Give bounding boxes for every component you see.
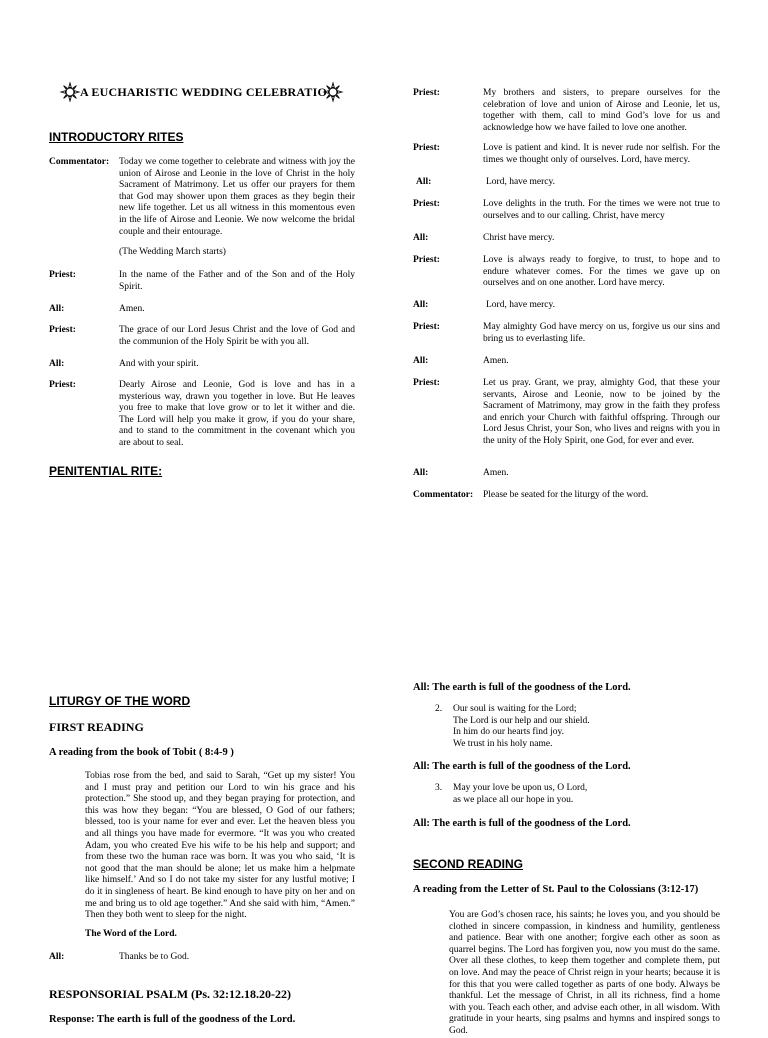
dialog-text: Love is patient and kind. It is never rude nor selfish. For the times we thought only of ourselves. Lord, have mercy. (483, 143, 720, 165)
speaker-label: Priest: (413, 143, 440, 153)
dialog-text: May almighty God have mercy on us, forgive us our sins and bring us to everlasting life. (483, 322, 720, 344)
speaker-label: Priest: (49, 270, 76, 280)
sun-ornament-icon (60, 82, 80, 102)
verse-line: Our soul is waiting for the Lord; (453, 704, 577, 714)
verse-number: 3. (435, 783, 443, 793)
psalm-response: Response: The earth is full of the goodness of the Lord. (49, 1014, 296, 1025)
dialog-text: Christ have mercy. (483, 233, 555, 243)
psalm-verse-3 (435, 783, 587, 806)
dialog-text: Love delights in the truth. For the times we were not true to ourselves and to our calling. Christ, have mercy (483, 199, 720, 221)
all-response: All: The earth is full of the goodness of the Lord. (413, 761, 631, 772)
dialog-line (413, 199, 720, 222)
responsorial-psalm-heading: RESPONSORIAL PSALM (Ps. 32:12.18.20-22) (49, 987, 292, 1001)
speaker-label: Priest: (49, 325, 76, 335)
verse-line: May your love be upon us, O Lord, (453, 783, 588, 793)
stage-direction: (The Wedding March starts) (119, 247, 226, 257)
dialog-line (413, 300, 720, 312)
dialog-line (49, 270, 355, 293)
dialog-text: And with your spirit. (119, 359, 199, 369)
dialog-text: The grace of our Lord Jesus Christ and the love of God and the communion of the Holy Spirit be with you all. (119, 325, 355, 347)
speaker-label: Priest: (413, 378, 440, 388)
commentator-text: Today we come together to celebrate and witness with joy the union of Airose and Leonie in the love of Christ in the holy Sacrament of Matrimony. Let us offer our prayers for them that God may shower upon them graces as they begin their new life together. Let us all witness in this momentous even in the life of Airose and Leonie. We now welcome the bridal couple and their entourage. (119, 157, 355, 237)
dialog-line (49, 304, 355, 316)
speaker-label: Priest: (413, 199, 440, 209)
tobit-reading-title: A reading from the book of Tobit ( 8:4-9 ) (49, 747, 234, 758)
title-text: A EUCHARISTIC WEDDING CELEBRATIO (80, 84, 328, 99)
all-response: All: The earth is full of the goodness of the Lord. (413, 818, 631, 829)
dialog-line (49, 952, 355, 964)
speaker-label: All: (49, 359, 65, 369)
dialog-line (49, 380, 355, 450)
liturgy-heading: LITURGY OF THE WORD (49, 694, 191, 708)
word-of-the-lord: The Word of the Lord. (85, 929, 177, 939)
dialog-line (413, 143, 720, 166)
dialog-text: Amen. (119, 304, 145, 314)
speaker-label: Priest: (413, 88, 440, 98)
dialog-text: Please be seated for the liturgy of the word. (483, 490, 649, 500)
commentator-block (49, 157, 355, 238)
introductory-rites-heading: INTRODUCTORY RITES (49, 130, 184, 144)
dialog-line (49, 359, 355, 371)
dialog-text: Let us pray. Grant, we pray, almighty God, that these your servants, Airose and Leonie, now to be joined by the Sacrament of Matrimony, may grow in the faith they profess and enrich your Church with faithful offspring. Through our Lord Jesus Christ, your Son, who lives and reigns with you in the unity of the Holy Spirit, one God, for ever and ever. (483, 378, 720, 446)
verse-line: as we place all our hope in you. (453, 794, 574, 805)
dialog-text: Love is always ready to forgive, to trust, to hope and to endure whatever comes. For the times we gave up on ourselves and on one another. Lord have mercy. (483, 255, 720, 289)
reading-body: Tobias rose from the bed, and said to Sarah, “Get up my sister! You and I must pray and petition our Lord to win his grace and his protection.” She stood up, and they began praying for protection, and this was how they began: “You are blessed, O God of our fathers; blessed, too is your name for ever and ever. Let the heaven bless you and all things you have made for evermore. “It was you who created Adam, you who created Eve his wife to be his help and support; and from these two the human race was born. It was you who said, ‘It is not good that the man should be alone; let us make him a helpmate like himself.’ And so I do not take my sister for any lustful motive; I do it in singleness of heart. Be kind enough to have pity on her and on me and bring us to old age together.” And she said with him, “Amen.” Then they both went to sleep for the night. (85, 771, 355, 921)
speaker-label: All: (49, 952, 65, 962)
speaker-label: All: (413, 300, 429, 310)
speaker-label: All: (413, 356, 429, 366)
dialog-line (413, 356, 720, 368)
dialog-text: Amen. (483, 356, 509, 366)
speaker-label: Commentator: (49, 157, 110, 167)
speaker-label: Priest: (413, 255, 440, 265)
booklet-page-2 (0, 512, 768, 1036)
dialog-line (413, 88, 720, 134)
verse-line: In him do our hearts find joy. (453, 727, 564, 738)
speaker-label: Priest: (49, 380, 76, 390)
psalm-verse-2 (435, 704, 590, 750)
dialog-line (413, 468, 720, 480)
speaker-label: All: (49, 304, 65, 314)
dialog-text: My brothers and sisters, to prepare ourselves for the celebration of love and union of Airose and Leonie, let us, together with them, call to mind God’s love for us and acknowledge how we have failed to love one another. (483, 88, 720, 133)
colossians-reading-title: A reading from the Letter of St. Paul to the Colossians (3:12-17) (413, 884, 699, 895)
celebration-title (60, 82, 343, 102)
speaker-label: All: (413, 468, 429, 478)
first-reading-heading: FIRST READING (49, 720, 144, 734)
booklet-page-1 (0, 0, 768, 512)
dialog-line (413, 233, 720, 245)
dialog-text: Lord, have mercy. (486, 300, 556, 310)
colossians-reading-text (413, 910, 720, 1038)
tobit-reading-text (49, 771, 355, 922)
dialog-text: In the name of the Father and of the Son and of the Holy Spirit. (119, 270, 355, 292)
penitential-rite-heading: PENITENTIAL RITE: (49, 464, 163, 478)
reading-body: You are God’s chosen race, his saints; he loves you, and you should be clothed in sincere compassion, in kindness and humility, gentleness and patience. Bear with one another; forgive each other as soon as quarrel begins. The Lord has forgiven you, now you must do the same. Over all these clothes, to keep them together and complete them, put on love. And may the peace of Christ reign in your hearts; because it is for this that you were called together as parts of one body. Always be thankful. Let the message of Christ, in all its richness, find a home with you. Teach each other, and advise each other, in all wisdom. With gratitude in your hearts, sing psalms and hymns and inspired songs to God. (449, 910, 720, 1036)
dialog-line (413, 378, 720, 448)
dialog-line (413, 490, 720, 502)
dialog-line (49, 325, 355, 348)
verse-line: The Lord is our help and our shield. (453, 715, 590, 726)
dialog-text: Lord, have mercy. (486, 177, 556, 187)
speaker-label: Commentator: (413, 490, 474, 500)
second-reading-heading: SECOND READING (413, 857, 524, 871)
verse-number: 2. (435, 704, 443, 714)
dialog-line (413, 177, 720, 189)
sun-ornament-icon (323, 82, 343, 102)
dialog-line (413, 322, 720, 345)
dialog-text: Thanks be to God. (119, 952, 190, 962)
speaker-label: All: (413, 233, 429, 243)
all-response: All: The earth is full of the goodness of the Lord. (413, 682, 631, 693)
speaker-label: Priest: (413, 322, 440, 332)
dialog-text: Amen. (483, 468, 509, 478)
verse-line: We trust in his holy name. (453, 738, 553, 749)
speaker-label: All: (416, 177, 432, 187)
dialog-text: Dearly Airose and Leonie, God is love and has in a mysterious way, drawn you together in love. But He leaves you free to make that love grow or to let it wither and die. The Lord will help you make it grow, if you do your share, and to stand to the commitment in the covenant which you are about to seal. (119, 380, 355, 448)
dialog-line (413, 255, 720, 290)
